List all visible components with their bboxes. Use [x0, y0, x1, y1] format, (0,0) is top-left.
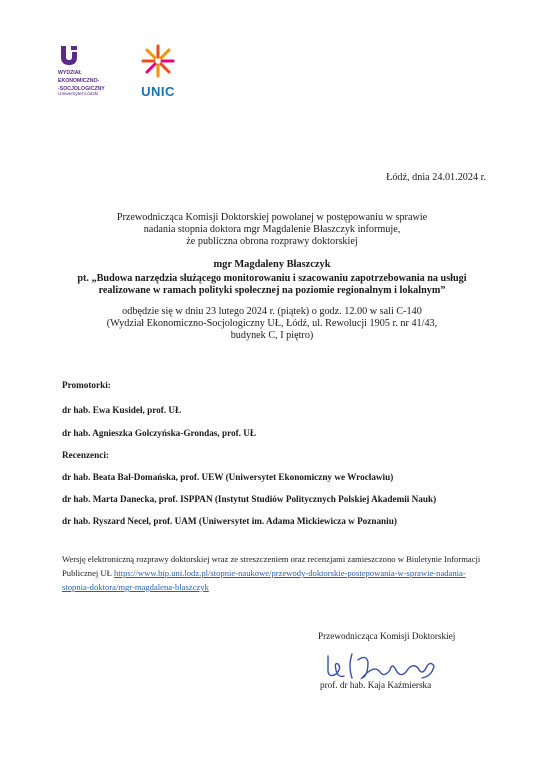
reviewer-item: dr hab. Beata Bal-Domańska, prof. UEW (Uniwersytet Ekonomiczny we Wrocławiu)	[62, 472, 394, 482]
intro-line: nadania stopnia doktora mgr Magdalenie Błaszczyk informuje,	[143, 224, 401, 235]
details-line: budynek C, I piętro)	[230, 330, 314, 341]
candidate-name: mgr Magdaleny Błaszczyk	[213, 259, 331, 270]
intro-line: Przewodnicząca Komisji Doktorskiej powołanej w postępowaniu w sprawie	[116, 212, 428, 223]
details-line: odbędzie się w dniu 23 lutego 2024 r. (piątek) o godz. 12.00 w sali C-140	[122, 306, 422, 317]
unic-logo-text: UNIC	[141, 84, 175, 99]
reviewer-item: dr hab. Marta Danecka, prof. ISPPAN (Instytut Studiów Politycznych Polskiej Akademii Nauk)	[62, 494, 437, 504]
unic-logo	[135, 44, 181, 99]
intro-paragraph	[40, 212, 504, 248]
reviewers-label: Recenzenci:	[62, 450, 109, 460]
defense-details	[40, 306, 504, 342]
signature-role: Przewodnicząca Komisji Doktorskiej	[318, 631, 456, 641]
faculty-name-line1: WYDZIAŁ	[58, 70, 82, 76]
promoter-item: dr hab. Ewa Kusideł, prof. UŁ	[62, 405, 182, 415]
faculty-name-line2: EKONOMICZNO-	[58, 78, 100, 84]
university-name: Uniwersytet Łódzki	[58, 92, 99, 97]
details-line: (Wydział Ekonomiczno-Socjologiczny UŁ, Łódź, ul. Rewolucji 1905 r. nr 41/43,	[106, 318, 438, 329]
footnote-text: Wersję elektroniczną rozprawy doktorskiej wraz ze streszczeniem oraz recenzjami zamieszczono w Biuletynie	[62, 554, 442, 564]
unic-star-icon	[138, 44, 178, 78]
faculty-emblem-icon	[58, 44, 80, 68]
thesis-title-line: realizowane w ramach polityki społecznej na poziomie regionalnym i lokalnym”	[98, 285, 446, 296]
footnote-text: Informacji Publicznej UŁ	[62, 554, 481, 578]
bip-link[interactable]: https://www.bip.uni.lodz.pl/stopnie-naukowe/przewody-doktorskie-postepowania-w-sprawie-nadania-stopnia-doktora/mgr-magdalena-blaszczyk	[62, 568, 466, 592]
thesis-title-line: pt. „Budowa narzędzia służącego monitorowaniu i szacowaniu zapotrzebowania na usługi	[77, 273, 467, 284]
thesis-title	[40, 273, 504, 297]
intro-line: że publiczna obrona rozprawy doktorskiej	[186, 236, 358, 247]
reviewer-item: dr hab. Ryszard Necel, prof. UAM (Uniwersytet im. Adama Mickiewicza w Poznaniu)	[62, 516, 397, 526]
footnote	[62, 552, 482, 594]
faculty-logo	[58, 44, 130, 98]
date-line: Łódź, dnia 24.01.2024 r.	[386, 172, 486, 183]
promoter-item: dr hab. Agnieszka Golczyńska-Grondas, prof. UŁ	[62, 428, 256, 438]
faculty-name-line3: -SOCJOLOGICZNY	[58, 86, 105, 92]
promoters-label: Promotorki:	[62, 380, 111, 390]
signature-name: prof. dr hab. Kaja Kaźmierska	[320, 680, 432, 690]
